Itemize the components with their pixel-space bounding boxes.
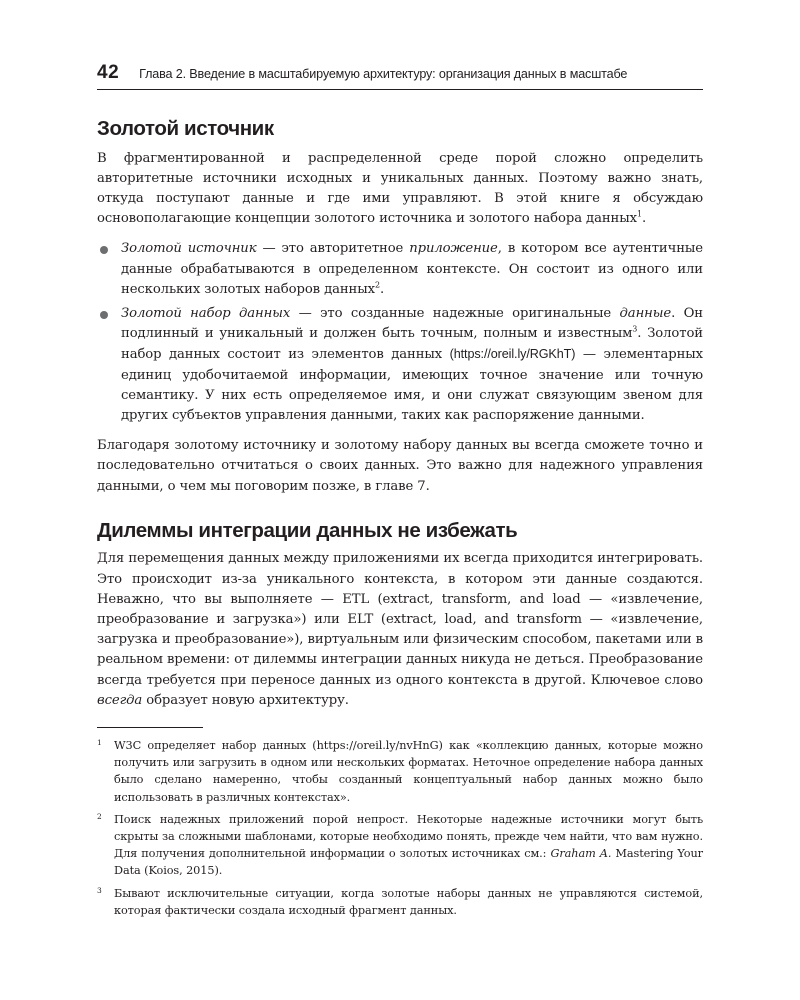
footnote-ref-1[interactable]: 1 [636,209,642,219]
footnote-ref-3[interactable]: 3 [632,324,638,334]
page-number: 42 [97,62,120,83]
footnote-number: 1 [97,738,102,748]
emphasis-always: всегда [97,692,143,708]
footnote-1: 1 W3C определяет набор данных (https://oreil.ly/nvHnG) как «коллекцию данных, которые можно получить или загрузить в одном или нескольких форматах. Неточное определение набора данных было сделано намеренно, чтобы созданный концептуальный набор данных можно было использовать в различных контекстах». [97,737,703,806]
footnote-number: 2 [97,811,102,821]
footnote-author: Graham A. [550,847,612,861]
bullet-icon [100,246,108,254]
list-item-golden-dataset: Золотой набор данных — это созданные надежные оригинальные данные. Он подлинный и уникальный и должен быть точным, полным и известным$^3$. Золотой набор данных состоит из элементов данных (https://oreil.ly/RGKhT) — элементарных единиц удобочитаемой информации, имеющих точное значение или точную семантику. У них есть определяемое имя, и они служат связующим звеном для других субъектов управления данными, таких как распоряжение данными. [97,304,703,426]
data-elements-link[interactable]: (https://oreil.ly/RGKhT) [449,347,576,362]
section-heading-golden-source: Золотой источник [97,117,274,140]
section-heading-integration-dilemmas: Дилеммы интеграции данных не избежать [97,518,518,542]
footnote-2: 2 Поиск надежных приложений порой непрост. Некоторые надежные источники могут быть скрыты за сложными шаблонами, которые необходимо понять, прежде чем найти, что вам нужно. Для получения дополнительной информации о золотых источниках см.: Graham A. Mastering Your Data (Koios, 2015). [97,811,703,880]
definitions-list [97,239,703,426]
bullet-icon [100,311,108,319]
book-page [97,62,703,919]
intro-paragraph: В фрагментированной и распределенной среде порой сложно определить авторитетные источники исходных и уникальных данных. Поэтому важно знать, откуда поступают данные и где ими управляют. В этой книге я обсуждаю основополагающие концепции золотого источника и золотого набора данных$^1$. [97,150,703,227]
footnote-ref-2[interactable]: 2 [374,280,380,290]
closing-paragraph: Благодаря золотому источнику и золотому набору данных вы всегда сможете точно и последовательно отчитаться о своих данных. Это важно для надежного управления данными, о чем мы поговорим позже, в главе 7. [97,438,703,494]
footnote-divider [97,727,203,728]
term-golden-source: Золотой источник [121,241,257,257]
term-golden-dataset: Золотой набор данных [121,306,291,322]
integration-paragraph: Для перемещения данных между приложениями их всегда приходится интегрировать. Это происходит из-за уникального контекста, в котором эти данные создаются. Неважно, что вы выполняете — ETL (extract, transform, and load — «извлечение, преобразование и загрузка») или ELT (extract, load, and transform — «извлечение, загрузка и преобразование»), виртуальным или физическим способом, пакетами или в реальном времени: от дилеммы интеграции данных никуда не деться. Преобразование всегда требуется при переносе данных из одного контекста в другой. Ключевое слово всегда образует новую архитектуру. [97,551,703,708]
running-title: Глава 2. Введение в масштабируемую архитектуру: организация данных в масштабе [139,67,628,81]
list-item-golden-source: Золотой источник — это авторитетное приложение, в котором все аутентичные данные обрабатываются в определенном контексте. Он состоит из одного или нескольких золотых наборов данных$^2$. [97,239,703,300]
footnote-number: 3 [97,885,102,895]
footnote-3: 3 Бывают исключительные ситуации, когда золотые наборы данных не управляются системой, которая фактически создала исходный фрагмент данных. [97,885,703,919]
running-header [97,62,703,90]
